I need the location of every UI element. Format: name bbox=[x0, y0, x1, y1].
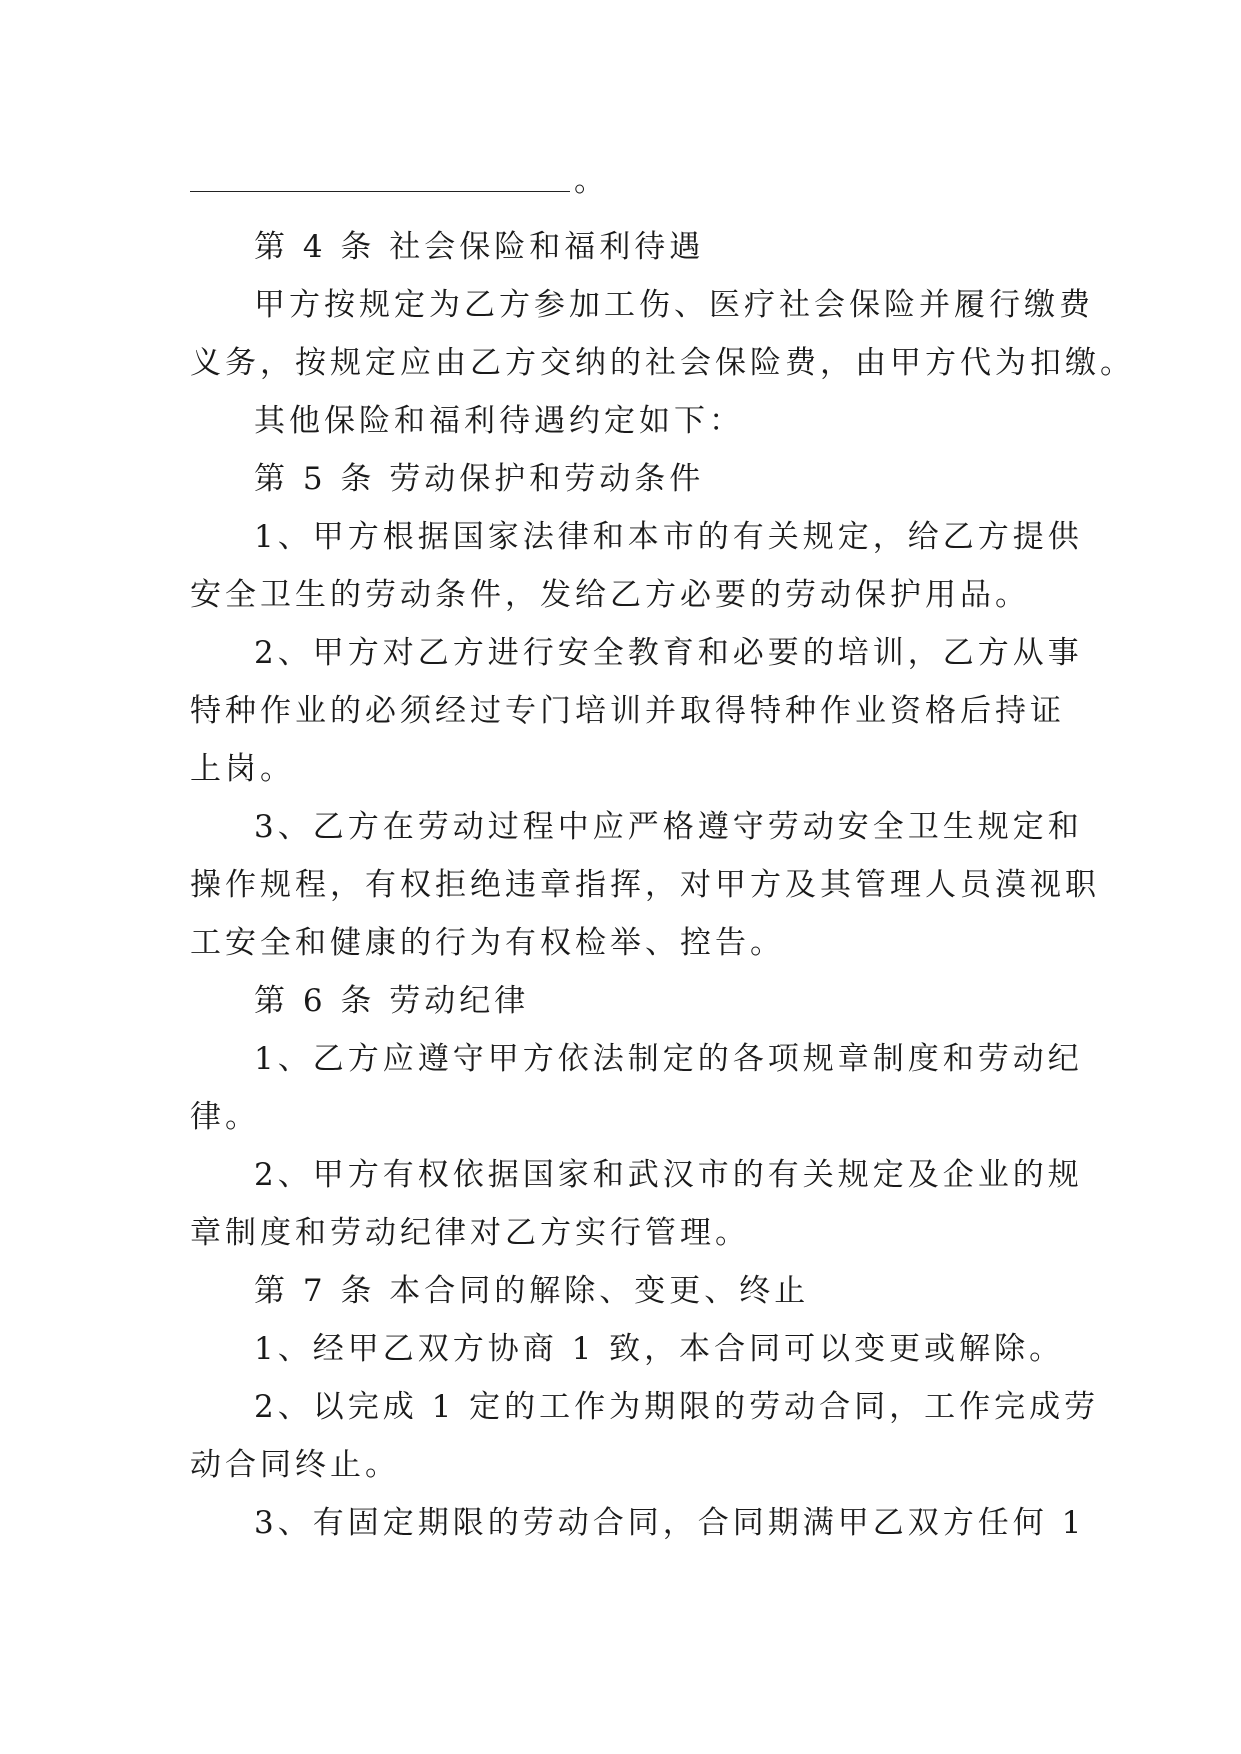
text-line: 律。 bbox=[190, 1099, 260, 1135]
document-paragraphs bbox=[190, 218, 1135, 1552]
fill-in-blank-row bbox=[190, 160, 1056, 202]
document-body bbox=[190, 160, 1135, 1552]
text-line: 动合同终止。 bbox=[190, 1447, 400, 1483]
text-line: 工安全和健康的行为有权检举、控告。 bbox=[190, 925, 785, 961]
text-line: 其他保险和福利待遇约定如下： bbox=[254, 403, 744, 439]
text-line: 操作规程，有权拒绝违章指挥，对甲方及其管理人员漠视职 bbox=[190, 867, 1100, 903]
text-line: 1、经甲乙双方协商 1 致，本合同可以变更或解除。 bbox=[254, 1331, 1065, 1367]
text-line: 第 7 条 本合同的解除、变更、终止 bbox=[254, 1273, 810, 1309]
text-line: 3、有固定期限的劳动合同，合同期满甲乙双方任何 1 bbox=[254, 1505, 1086, 1541]
text-line: 1、乙方应遵守甲方依法制定的各项规章制度和劳动纪 bbox=[254, 1041, 1083, 1077]
text-line: 1、甲方根据国家法律和本市的有关规定，给乙方提供 bbox=[254, 519, 1083, 555]
text-line: 安全卫生的劳动条件，发给乙方必要的劳动保护用品。 bbox=[190, 577, 1030, 613]
text-line: 2、以完成 1 定的工作为期限的劳动合同，工作完成劳 bbox=[254, 1389, 1100, 1425]
fill-in-blank-line bbox=[190, 191, 570, 192]
text-line: 特种作业的必须经过专门培训并取得特种作业资格后持证 bbox=[190, 693, 1065, 729]
text-line: 上岗。 bbox=[190, 751, 295, 787]
text-line: 第 4 条 社会保险和福利待遇 bbox=[254, 229, 705, 265]
text-line: 第 5 条 劳动保护和劳动条件 bbox=[254, 461, 705, 497]
text-line: 第 6 条 劳动纪律 bbox=[254, 983, 530, 1019]
text-line: 2、甲方对乙方进行安全教育和必要的培训，乙方从事 bbox=[254, 635, 1083, 671]
text-line: 2、甲方有权依据国家和武汉市的有关规定及企业的规 bbox=[254, 1157, 1083, 1193]
text-line: 3、乙方在劳动过程中应严格遵守劳动安全卫生规定和 bbox=[254, 809, 1083, 845]
blank-tail-punctuation: 。 bbox=[574, 163, 609, 199]
text-line: 义务，按规定应由乙方交纳的社会保险费，由甲方代为扣缴。 bbox=[190, 345, 1135, 381]
text-line: 甲方按规定为乙方参加工伤、医疗社会保险并履行缴费 bbox=[254, 287, 1094, 323]
text-line: 章制度和劳动纪律对乙方实行管理。 bbox=[190, 1215, 750, 1251]
